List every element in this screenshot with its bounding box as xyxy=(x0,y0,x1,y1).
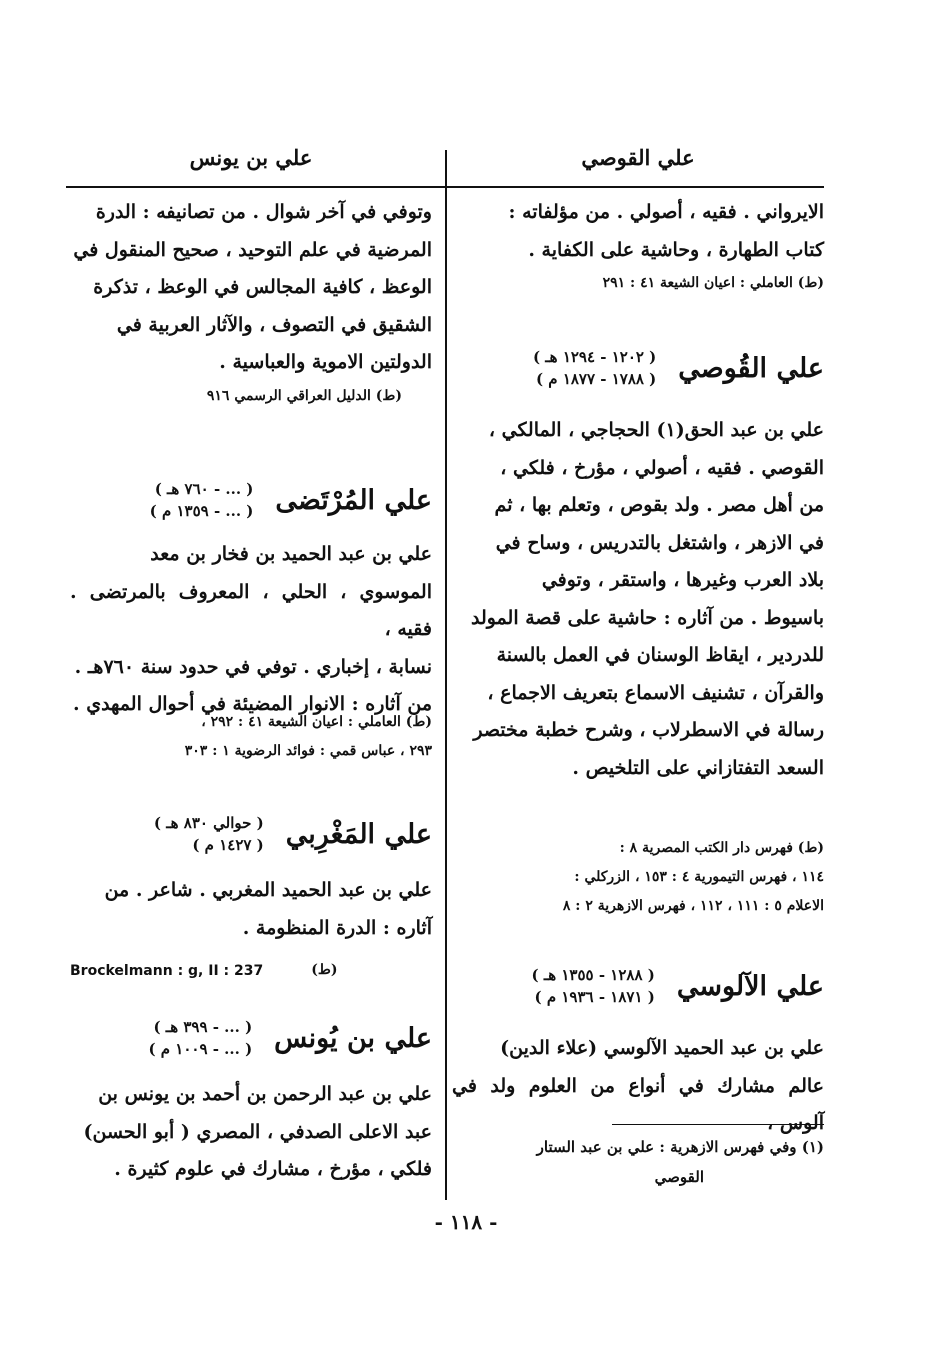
reference-line: (ط) الدليل العراقي الرسمي ٩١٦ xyxy=(206,387,402,404)
text-line: علي بن عبد الحق(١) الحجاجي ، المالكي ، xyxy=(488,419,824,441)
running-head-left: علي بن يونس xyxy=(189,145,313,170)
entry-dates xyxy=(532,964,655,1008)
text-line: السعد التفتازاني على التلخيص . xyxy=(572,756,824,779)
dates-hijri: ( ... - ٧٦٠ هـ ) xyxy=(154,480,254,498)
text-line: الشقيق في التصوف ، والآثار العربية في xyxy=(116,313,432,336)
text-line: للدردير ، ايقاظ الوسنان في العمل بالسنة xyxy=(496,644,824,666)
reference-line: (ط) العاملي : اعيان الشيعة ٤١ : ٢٩٢ ، xyxy=(201,714,432,730)
entry-heading xyxy=(452,964,824,1008)
reference-line: ١١٤ ، فهرس التيمورية ٤ : ١٥٣ ، الزركلي : xyxy=(574,869,824,885)
entry-name: علي بن يُونس xyxy=(274,1022,432,1054)
text-line: فلكي ، مؤرخ ، مشارك في علوم كثيرة . xyxy=(114,1158,432,1180)
dates-gregorian: ( ١٤٢٧ م ) xyxy=(192,836,264,854)
entry-dates xyxy=(150,478,254,522)
entry-name: علي المَغْرِبي xyxy=(285,818,432,850)
entry-alusi xyxy=(452,964,824,1008)
entry-qusi-body xyxy=(452,412,824,787)
dates-gregorian: ( ١٧٨٨ - ١٨٧٧ م ) xyxy=(535,370,657,388)
text-line: علي بن عبد الحميد الآلوسي (علاء الدين) xyxy=(500,1037,824,1059)
dates-gregorian: ( ... - ١٠٠٩ م ) xyxy=(148,1040,253,1058)
entry-name: علي القُوصي xyxy=(678,352,824,384)
text-line: المرضية في علم التوحيد ، صحيح المنقول في xyxy=(73,238,432,261)
entry-dates xyxy=(533,346,656,390)
entry-heading xyxy=(452,346,824,390)
text-line: الايرواني . فقيه ، أصولي . من مؤلفاته : xyxy=(508,201,824,223)
dates-gregorian: ( ... - ١٣٥٩ م ) xyxy=(149,502,254,520)
left-column-continuation xyxy=(70,194,432,411)
entry-name: علي المُرْتَضى xyxy=(275,484,432,516)
dates-hijri: ( ... - ٣٩٩ هـ ) xyxy=(153,1018,253,1036)
dates-hijri: ( ١٢٠٢ - ١٢٩٤ هـ ) xyxy=(532,348,657,366)
text-line: من أهل مصر . ولد بقوص ، وتعلم بها ، ثم xyxy=(494,494,824,516)
entry-murtada-body xyxy=(70,536,432,724)
footnote xyxy=(452,1132,824,1192)
column-divider xyxy=(445,150,447,1200)
entry-maghribi-body xyxy=(70,872,432,947)
footnote-rule xyxy=(612,1124,824,1125)
text-line: آثاره : الدرة المنظومة . xyxy=(242,916,432,939)
text-line: كتاب الطهارة ، وحاشية على الكفاية . xyxy=(528,238,824,261)
entry-alusi-body xyxy=(452,1030,824,1143)
footnote-line: (١) وفي فهرس الازهرية : علي بن عبد الستار xyxy=(536,1138,824,1156)
entry-ibn-yunus xyxy=(70,1016,432,1060)
entry-qusi-refs xyxy=(452,834,824,921)
footnote-line: القوصي xyxy=(654,1168,704,1186)
text-line: من آثاره : الانوار المضيئة في أحوال المهدي . xyxy=(72,693,432,715)
entry-dates xyxy=(154,812,264,856)
entry-maghribi-ref xyxy=(70,956,432,985)
running-head-right: علي القوصي xyxy=(581,145,695,170)
text-line: الوعظ ، كافية المجالس في الوعظ ، تذكرة xyxy=(93,276,432,298)
text-line: علي بن عبد الرحمن بن أحمد بن يونس بن xyxy=(98,1083,432,1105)
entry-maghribi xyxy=(70,812,432,856)
text-line: عالم مشارك في أنواع من العلوم ولد في آلوس ، xyxy=(452,1074,824,1134)
text-line: الدولتين الاموية والعباسية . xyxy=(219,351,432,373)
dates-hijri: ( حوالي ٨٣٠ هـ ) xyxy=(153,814,264,832)
left-column-header xyxy=(66,138,436,178)
text-line: علي بن عبد الحميد المغربي . شاعر . من xyxy=(104,879,432,901)
entry-name: علي الآلوسي xyxy=(676,970,824,1002)
text-line: الموسوي ، الحلي ، المعروف بالمرتضى . فقيه ، xyxy=(70,580,432,640)
entry-dates xyxy=(148,1016,252,1060)
entry-qusi xyxy=(452,346,824,390)
text-line: عبد الاعلى الصدفي ، المصري ( أبو الحسن) xyxy=(83,1120,432,1143)
entry-murtada-refs xyxy=(70,708,432,766)
reference-line: الاعلام ٥ : ١١١ ، ١١٢ ، فهرس الازهرية ٢ : ٨ xyxy=(562,898,824,914)
text-line: وتوفي في آخر شوال . من تصانيفه : الدرة xyxy=(95,201,432,223)
entry-heading xyxy=(70,1016,432,1060)
text-line: باسيوط . من آثاره : حاشية على قصة المولد xyxy=(470,606,824,629)
reference-line: ٢٩٣ ، عباس قمي : فوائد الرضوية ١ : ٣٠٣ xyxy=(184,743,432,759)
right-column-header xyxy=(452,138,824,178)
entry-murtada xyxy=(70,478,432,522)
reference-latin: Brockelmann : g, II : 237 xyxy=(70,962,264,979)
dates-hijri: ( ١٢٨٨ - ١٣٥٥ هـ ) xyxy=(531,966,655,984)
text-line: والقرآن ، تشنيف الاسماع بتعريف الاجماع ، xyxy=(487,681,824,704)
page-number: - ١١٨ - xyxy=(434,1210,498,1234)
reference-line: (ط) فهرس دار الكتب المصرية ٨ : xyxy=(619,840,824,856)
entry-heading xyxy=(70,478,432,522)
entry-ibn-yunus-body xyxy=(70,1076,432,1189)
header-rule-left xyxy=(66,186,446,188)
text-line: بلاد العرب وغيرها ، واستقر ، وتوفي xyxy=(541,569,824,591)
dates-gregorian: ( ١٨٧١ - ١٩٣٦ م ) xyxy=(534,988,655,1006)
header-rule-right xyxy=(446,186,824,188)
entry-heading xyxy=(70,812,432,856)
reference-line: (ط) العاملي : اعيان الشيعة ٤١ : ٢٩١ xyxy=(602,275,824,291)
reference-mark: (ط) xyxy=(311,962,338,978)
text-line: في الازهر ، واشتغل بالتدريس ، وساح في xyxy=(495,531,824,554)
text-line: رسالة في الاسطرلاب ، وشرح خطبة مختصر xyxy=(473,719,824,741)
text-line: علي بن عبد الحميد بن فخار بن معد xyxy=(150,543,432,565)
right-column-continuation xyxy=(452,194,824,298)
text-line: نسابة ، إخباري . توفي في حدود سنة ٧٦٠هـ . xyxy=(74,655,432,678)
text-line: القوصي . فقيه ، أصولي ، مؤرخ ، فلكي ، xyxy=(500,456,824,479)
